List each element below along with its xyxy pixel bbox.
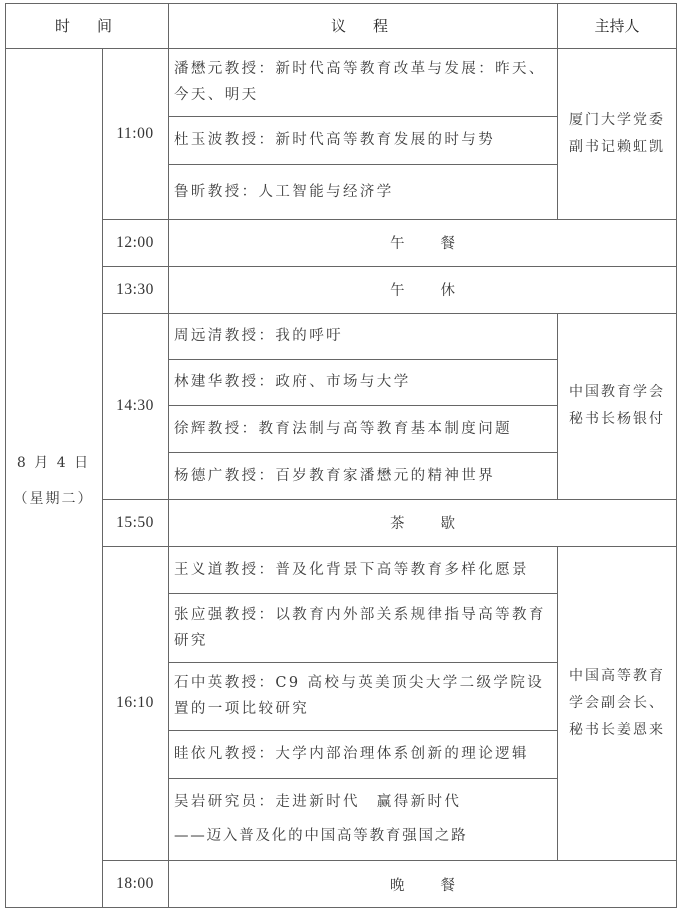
date-day: 8 月 4 日: [16, 455, 91, 471]
break-cell-lunch: [168, 219, 677, 266]
talk-item: 眭依凡教授：大学内部治理体系创新的理论逻辑: [174, 746, 529, 762]
talk-item: 林建华教授：政府、市场与大学: [174, 374, 411, 390]
talk-item: 张应强教授：以教育内外部关系规律指导高等教育研究: [174, 606, 546, 649]
talk-item: 潘懋元教授：新时代高等教育改革与发展：昨天、今天、明天: [174, 61, 546, 103]
talk-item: 王义道教授：普及化背景下高等教育多样化愿景: [174, 561, 529, 578]
break-char: 餐: [440, 236, 455, 252]
header-agenda: 议 程: [330, 17, 394, 35]
talk-item: [168, 778, 557, 860]
header-host: 主持人: [594, 17, 640, 35]
break-char: 餐: [440, 877, 455, 894]
host-line: 学会副会长、: [569, 694, 665, 711]
talk-item: 鲁昕教授：人工智能与经济学: [174, 183, 394, 200]
talk-item: 杨德广教授：百岁教育家潘懋元的精神世界: [174, 467, 496, 484]
talk-item: 徐辉教授：教育法制与高等教育基本制度问题: [174, 420, 512, 437]
host-line: 中国教育学会: [569, 384, 665, 400]
time-cell: 18:00: [116, 875, 154, 892]
talk-item: 周远清教授：我的呼吁: [174, 328, 343, 344]
time-cell: 14:30: [116, 397, 154, 414]
host-cell: [557, 546, 677, 860]
break-char: 午: [390, 236, 405, 252]
break-cell-dinner: [168, 860, 677, 908]
host-line: 秘书长杨银付: [569, 411, 665, 427]
time-cell: 12:00: [116, 233, 154, 251]
time-cell: 11:00: [116, 124, 154, 142]
host-line: 副书记赖虹凯: [569, 138, 665, 155]
talk-item: 石中英教授：C9 高校与英美顶尖大学二级学院设置的一项比较研究: [174, 675, 545, 717]
break-char: 晚: [390, 877, 405, 894]
break-char: 歇: [440, 516, 455, 532]
host-line: 中国高等教育: [569, 667, 665, 684]
header-time: 时 间: [54, 17, 118, 35]
time-cell: 13:30: [116, 280, 154, 298]
break-char: 休: [440, 283, 455, 299]
break-cell-rest: [168, 266, 677, 313]
host-cell: [557, 313, 677, 499]
talk-item: 杜玉波教授：新时代高等教育发展的时与势: [174, 132, 496, 148]
host-cell: [557, 48, 677, 219]
time-cell: 16:10: [116, 694, 154, 711]
talk-title: 吴岩研究员：走进新时代 赢得新时代: [174, 794, 462, 810]
host-line: 厦门大学党委: [569, 111, 665, 128]
date-cell: [5, 48, 102, 908]
time-cell: 15:50: [116, 513, 154, 531]
date-weekday: （星期二）: [13, 491, 94, 507]
break-cell-tea: [168, 499, 677, 546]
break-char: 茶: [390, 516, 405, 532]
host-line: 秘书长姜恩来: [569, 721, 665, 738]
talk-subtitle: ——迈入普及化的中国高等教育强国之路: [174, 828, 468, 844]
break-char: 午: [390, 283, 405, 299]
